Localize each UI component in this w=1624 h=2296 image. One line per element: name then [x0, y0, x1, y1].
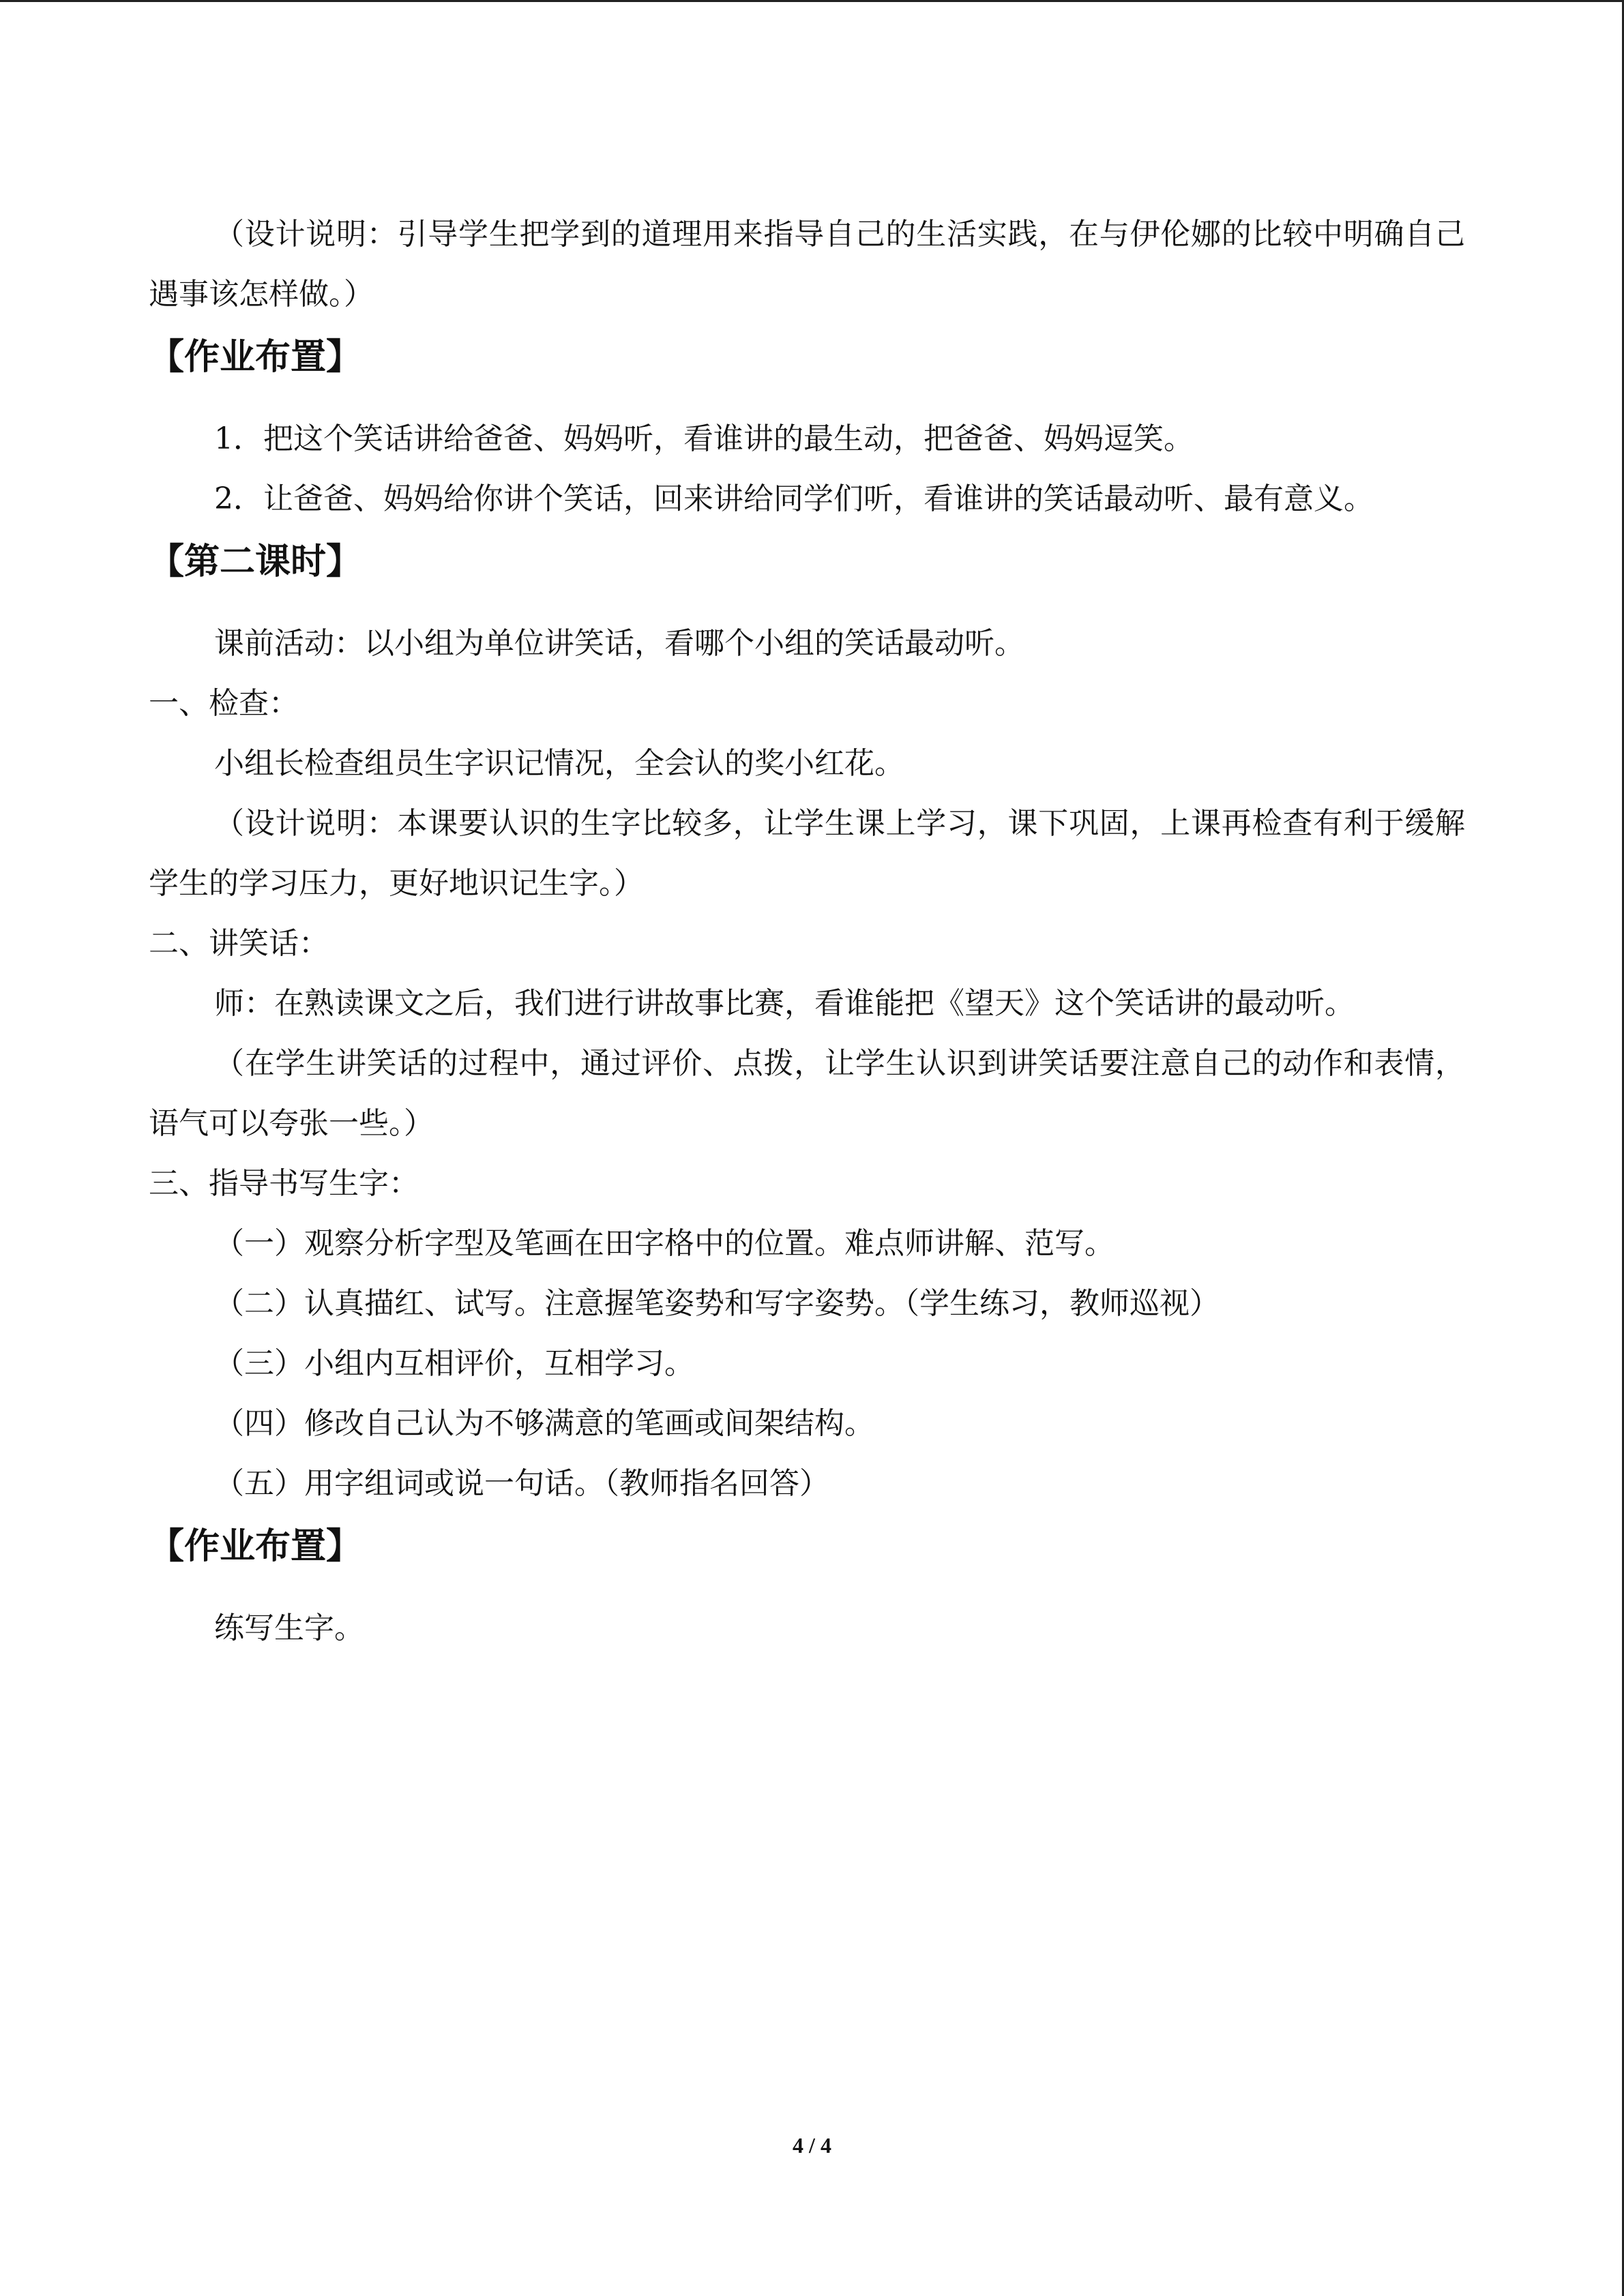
page-number: 4 / 4	[793, 2133, 831, 2158]
homework-item-1: 1．把这个笑话讲给爸爸、妈妈听，看谁讲的最生动，把爸爸、妈妈逗笑。	[214, 421, 1194, 456]
writing-step-5: （五）用字组词或说一句话。（教师指名回答）	[214, 1466, 829, 1501]
check-description: 小组长检查组员生字识记情况，全会认的奖小红花。	[214, 746, 904, 781]
section-heading-second-lesson: 【第二课时】	[149, 541, 362, 582]
joke-telling-note: （在学生讲笑话的过程中，通过评价、点拨，让学生认识到讲笑话要注意自己的动作和表情，语气可以夸张一些。）	[149, 1046, 1465, 1141]
teacher-instruction: 师：在熟读课文之后，我们进行讲故事比赛，看谁能把《望天》这个笑话讲的最动听。	[214, 986, 1355, 1021]
step-heading-tell-jokes: 二、讲笑话：	[149, 926, 329, 961]
writing-step-3: （三）小组内互相评价，互相学习。	[214, 1346, 694, 1381]
page-border-top	[0, 0, 1624, 2]
section-heading-homework: 【作业布置】	[149, 337, 362, 378]
writing-step-2: （二）认真描红、试写。注意握笔姿势和写字姿势。（学生练习，教师巡视）	[214, 1286, 1220, 1321]
step-heading-check: 一、检查：	[149, 686, 299, 721]
step-heading-writing: 三、指导书写生字：	[149, 1166, 419, 1201]
design-note-1: （设计说明：引导学生把学到的道理用来指导自己的生活实践，在与伊伦娜的比较中明确自己遇事该怎样做。）	[149, 217, 1465, 312]
homework-item-2: 2．让爸爸、妈妈给你讲个笑话，回来讲给同学们听，看谁讲的笑话最动听、最有意义。	[214, 481, 1374, 516]
writing-step-1: （一）观察分析字型及笔画在田字格中的位置。难点师讲解、范写。	[214, 1226, 1114, 1261]
pre-class-activity: 课前活动：以小组为单位讲笑话，看哪个小组的笑话最动听。	[214, 626, 1024, 661]
writing-step-4: （四）修改自己认为不够满意的笔画或间架结构。	[214, 1406, 874, 1441]
design-note-2: （设计说明：本课要认识的生字比较多，让学生课上学习，课下巩固，上课再检查有利于缓解学生的学习压力，更好地识记生字。）	[149, 806, 1465, 901]
document-body	[149, 205, 1465, 1658]
section-heading-homework-2: 【作业布置】	[149, 1526, 362, 1567]
homework-practice: 练写生字。	[214, 1611, 364, 1645]
